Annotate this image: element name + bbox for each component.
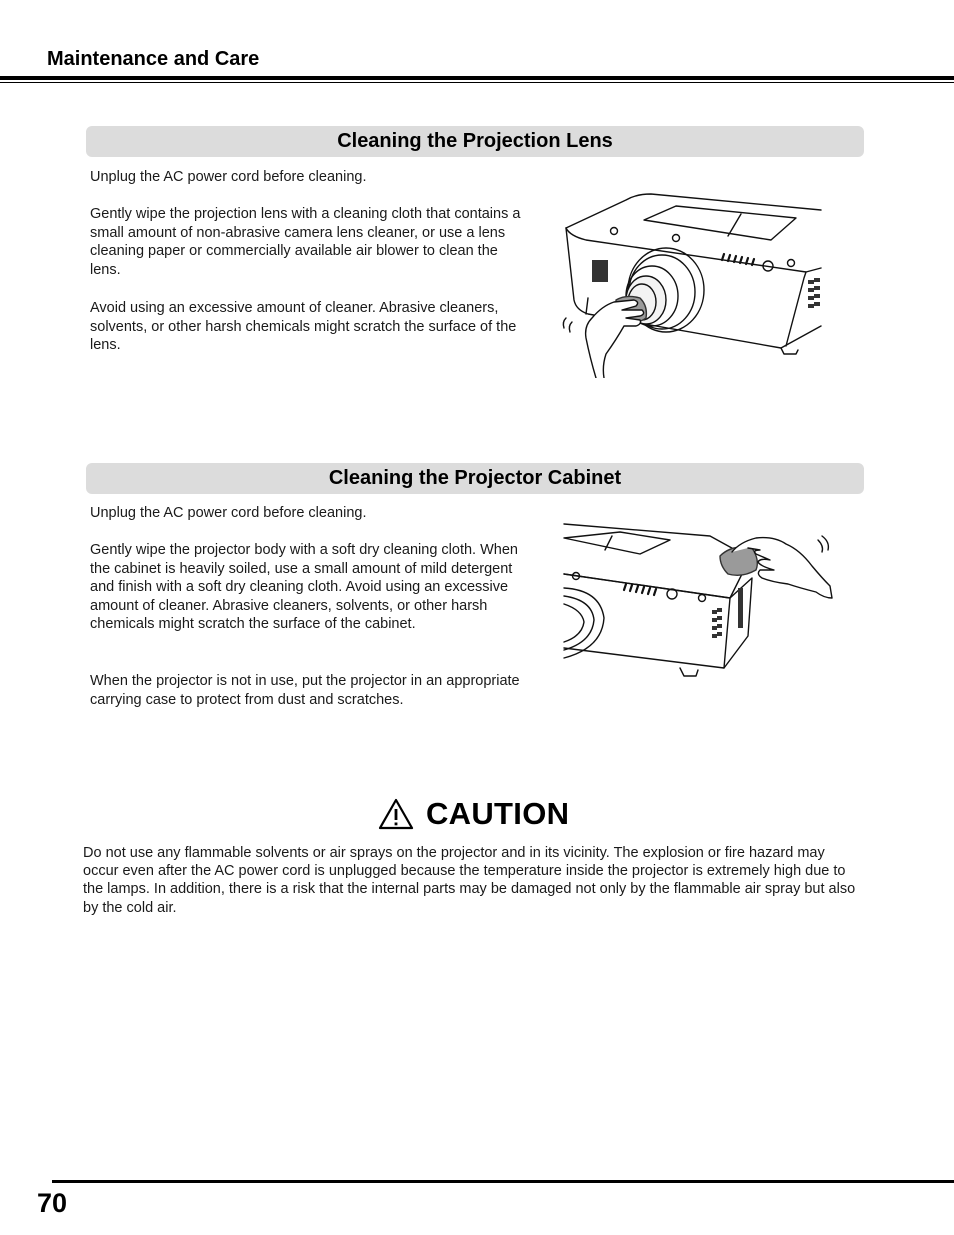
caution-heading [378,794,569,834]
cabinet-cleaning-illustration [560,518,840,688]
lens-paragraph-1: Unplug the AC power cord before cleaning. [90,169,367,185]
warning-triangle-icon [378,798,414,830]
header-rule-thin [0,82,954,83]
caution-label: CAUTION [426,796,570,831]
section-title-cabinet: Cleaning the Projector Cabinet [86,463,864,494]
header-title: Maintenance and Care [47,48,260,70]
lens-paragraph-3: Avoid using an excessive amount of cleaner. Abrasive cleaners, solvents, or other harsh chemicals might scratch the surface of the lens. [90,300,517,354]
footer-rule [52,1180,954,1183]
section-title-lens: Cleaning the Projection Lens [86,126,864,157]
cabinet-paragraph-2: Gently wipe the projector body with a soft dry cleaning cloth. When the cabinet is heavily soiled, use a small amount of mild detergent and finish with a soft dry cleaning cloth. Avoid using an excessive amount of cleaner. Abrasive cleaners, solvents, or other harsh chemicals might scratch the surface of the cabinet. [90,542,518,633]
lens-cleaning-illustration [556,188,826,378]
lens-paragraph-2: Gently wipe the projection lens with a cleaning cloth that contains a small amount of non-abrasive camera lens cleaner, or use a lens cleaning paper or commercially available air blower to clean the lens. [90,206,521,278]
caution-text: Do not use any flammable solvents or air sprays on the projector and in its vicinity. The explosion or fire hazard may occur even after the AC power cord is unplugged because the temperature inside the projector is extremely high due to the lamps. In addition, there is a risk that the internal parts may be damaged not only by the flammable air spray but also by the cold air. [83,845,856,916]
page-number: 70 [37,1188,68,1218]
cabinet-paragraph-3: When the projector is not in use, put the projector in an appropriate carrying case to protect from dust and scratches. [90,673,520,708]
header-rule [0,76,954,80]
cabinet-paragraph-1: Unplug the AC power cord before cleaning. [90,505,367,521]
